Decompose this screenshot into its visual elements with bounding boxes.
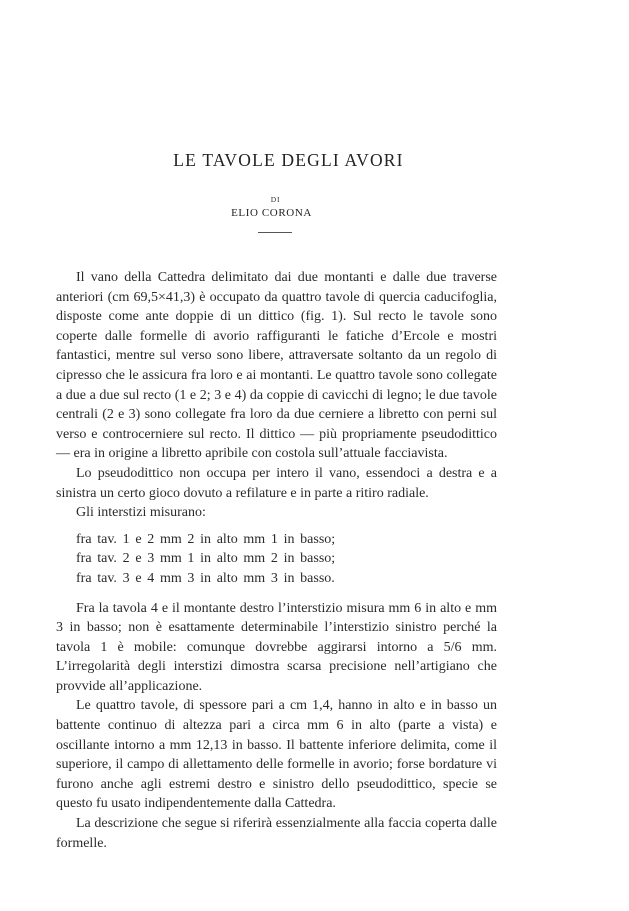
article-body [56,268,497,853]
measurement-item: fra tav. 1 e 2 mm 2 in alto mm 1 in basso; [76,531,336,547]
byline-di: DI [270,195,281,204]
paragraph: Lo pseudodittico non occupa per intero il vano, essendoci a destra e a sinistra un certo gioco dovuto a refilature e in parte a ritiro radiale. [56,465,497,501]
title-divider [258,232,292,233]
paragraph: Il vano della Cattedra delimitato dai due montanti e dalle due traverse anteriori (cm 69,5×41,3) è occupato da quattro tavole di quercia caducifoglia, disposte come ante doppie di un dittico (fig. 1). Sul recto le tavole sono coperte dalle formelle di avorio raffiguranti le fatiche d’Ercole e mostri fantastici, mentre sul verso sono libere, attraversate soltanto da un regolo di cipresso che le assicura fra loro e ai montanti. Le quattro tavole sono collegate a due a due sul recto (1 e 2; 3 e 4) da coppie di cavicchi di legno; le due tavole centrali (2 e 3) sono collegate fra loro da due cerniere a libretto con perni sul verso e controcerniere sul recto. Il dittico — più propriamente pseudodittico — era in origine a libretto apribile con costola sull’attuale facciavista. [56,270,497,462]
paragraph: Le quattro tavole, di spessore pari a cm 1,4, hanno in alto e in basso un battente continuo di altezza pari a circa mm 6 in alto (parte a vista) e oscillante intorno a mm 12,13 in basso. Il battente inferiore delimita, come il superiore, il campo di allettamento delle formelle in avorio; forse bordature vi furono anche agli estremi destro e sinistro dello pseudodittico, specie se questo fu usato indipendentemente dalla Cattedra. [56,698,497,812]
article-title: LE TAVOLE DEGLI AVORI [173,150,404,170]
measurement-item: fra tav. 3 e 4 mm 3 in alto mm 3 in basso. [76,570,335,586]
measurements-list [56,530,497,589]
paragraph: La descrizione che segue si riferirà essenzialmente alla faccia coperta dalle formelle. [56,816,497,851]
paragraph: Fra la tavola 4 e il montante destro l’interstizio misura mm 6 in alto e mm 3 in basso; non è esattamente determinabile l’interstizio sinistro perché la tavola 1 è mobile: comunque dovrebbe aggirarsi intorno a 5/6 mm. L’irregolarità degli interstizi dimostra scarsa precisione nell’artigiano che provvide all’applicazione. [56,600,497,694]
author-name: ELIO CORONA [231,207,312,219]
measurement-item: fra tav. 2 e 3 mm 1 in alto mm 2 in basso; [76,551,336,567]
paragraph: Gli interstizi misurano: [76,505,206,521]
